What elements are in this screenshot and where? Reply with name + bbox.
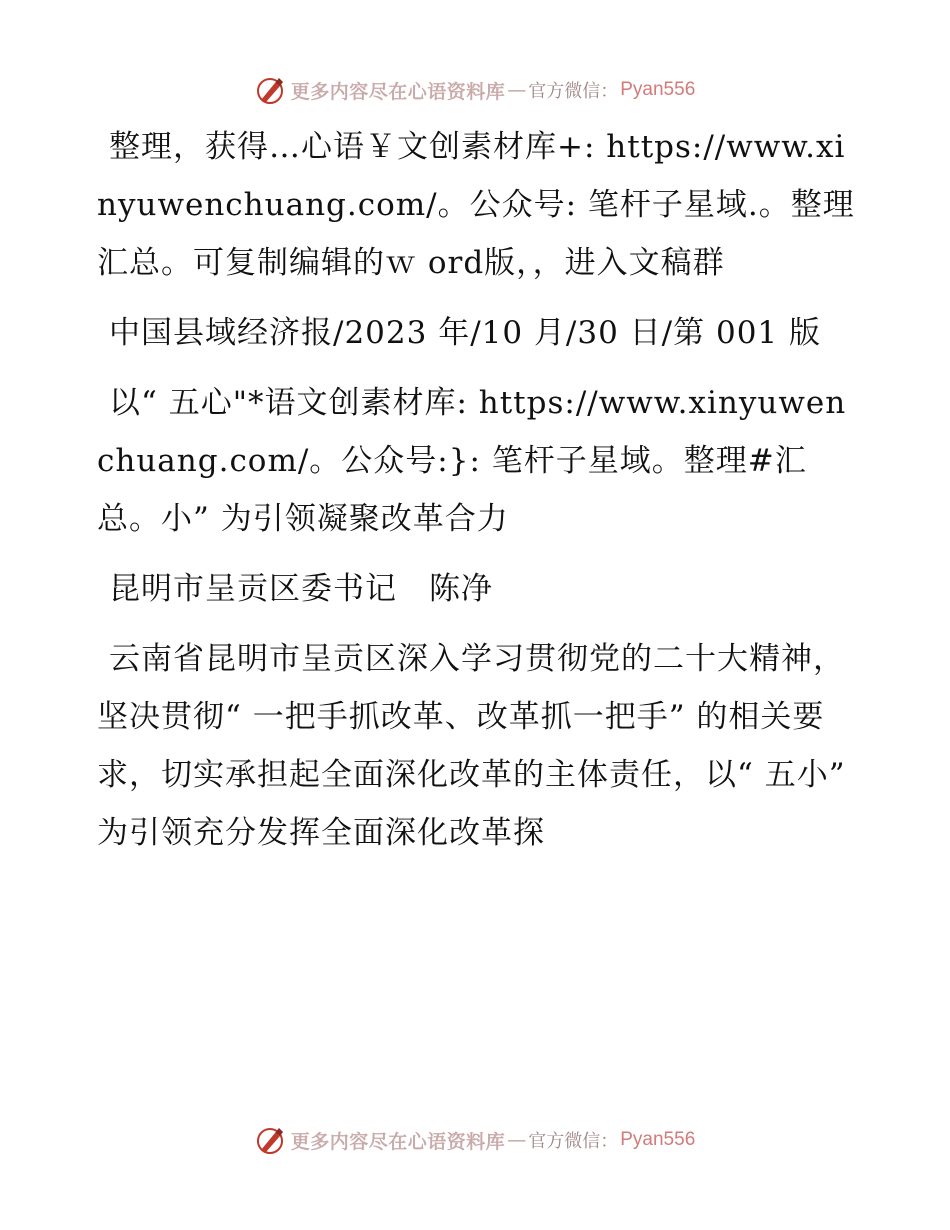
promo-text: 更多内容尽在心语资料库 xyxy=(290,80,506,103)
wechat-handle: Pyan556 xyxy=(620,1129,696,1150)
footer-watermark xyxy=(0,1120,950,1160)
body-paragraph: 云南省昆明市呈贡区深入学习贯彻党的二十大精神，坚决贯彻“ 一把手抓改革、改革抓一把手” 的相关要求，切实承担起全面深化改革的主体责任，以“ 五小” 为引领充分发挥全面深化改革探 xyxy=(97,641,846,851)
wechat-handle: Pyan556 xyxy=(620,79,696,100)
article-title: 以“ 五心"*语文创素材库: https://www.xinyuwenchuang.com/。公众号:}: 笔杆子星域。整理#汇总。小” 为引领凝聚改革合力 xyxy=(97,385,847,537)
promo-dash: — xyxy=(507,1129,527,1151)
promo-dash: — xyxy=(507,79,527,101)
pen-logo-icon xyxy=(255,74,287,106)
promo-text: 更多内容尽在心语资料库 xyxy=(290,1130,506,1153)
wechat-label: 官方微信： xyxy=(528,81,619,102)
intro-paragraph: 整理，获得…心语￥文创素材库+: https://www.xinyuwenchuang.com/。公众号: 笔杆子星域.。整理汇总。可复制编辑的ｗ ord版，，进入文稿群 xyxy=(97,129,855,281)
author-line: 昆明市呈贡区委书记 陈净 xyxy=(109,571,493,607)
source-line: 中国县域经济报/2023 年/10 月/30 日/第 001 版 xyxy=(109,315,822,351)
pen-logo-icon xyxy=(255,1124,287,1156)
wechat-label: 官方微信： xyxy=(528,1131,619,1152)
document-body xyxy=(97,118,857,874)
header-watermark xyxy=(0,70,950,110)
